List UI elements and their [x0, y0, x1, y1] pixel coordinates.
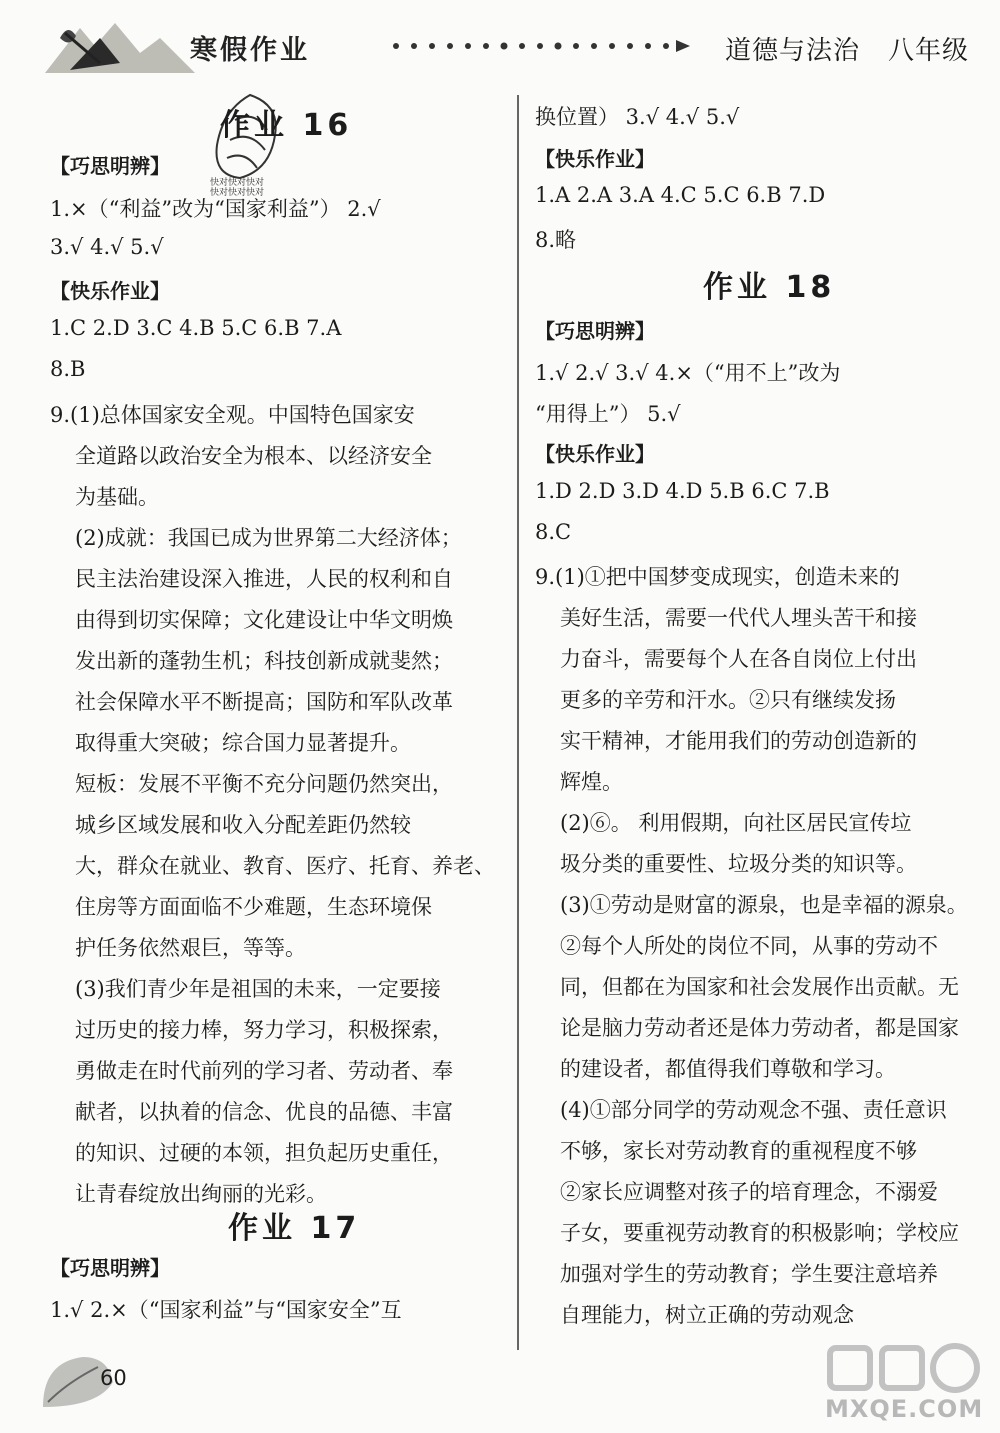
answer-paragraph-line: 让青春绽放出绚丽的光彩。: [75, 1182, 327, 1206]
answer-paragraph-line: 自理能力，树立正确的劳动观念: [560, 1303, 854, 1327]
assignment-16-title: 作业 16: [220, 108, 353, 143]
header-grade: 八年级: [888, 36, 970, 66]
answer-paragraph-line: 加强对学生的劳动教育；学生要注意培养: [560, 1262, 938, 1286]
answer-line: 8.略: [535, 228, 577, 252]
answer-paragraph-line: 全道路以政治安全为根本、以经济安全: [75, 444, 432, 468]
section-heading: 【巧思明辨】: [535, 319, 655, 343]
answer-line: 1.×（“利益”改为“国家利益”） 2.√: [50, 197, 381, 221]
page-number: 60: [100, 1366, 127, 1390]
answer-paragraph-line: 取得重大突破；综合国力显著提升。: [75, 731, 411, 755]
answer-paragraph-line: 短板：发展不平衡不充分问题仍然突出，: [75, 772, 453, 796]
mountain-logo-icon: [40, 8, 200, 78]
header-subject: 道德与法治: [725, 36, 861, 66]
section-heading: 【巧思明辨】: [50, 154, 170, 178]
answer-paragraph-line: 美好生活，需要一代代人埋头苦干和接: [560, 606, 917, 630]
section-heading: 【快乐作业】: [535, 442, 655, 466]
answer-paragraph-line: 社会保障水平不断提高；国防和军队改革: [75, 690, 453, 714]
answer-paragraph-line: 护任务依然艰巨，等等。: [75, 936, 306, 960]
answer-paragraph-line: 力奋斗，需要每个人在各自岗位上付出: [560, 647, 917, 671]
assignment-17-title: 作业 17: [228, 1211, 361, 1246]
answer-line: 8.C: [535, 520, 572, 544]
answer-paragraph-line: 9.(1)总体国家安全观。中国特色国家安: [50, 403, 415, 427]
answer-paragraph-line: 住房等方面面临不少难题，生态环境保: [75, 895, 432, 919]
answer-paragraph-line: 大，群众在就业、教育、医疗、托育、养老、: [75, 854, 495, 878]
answer-paragraph-line: 为基础。: [75, 485, 159, 509]
answer-paragraph-line: 同，但都在为国家和社会发展作出贡献。无: [560, 975, 959, 999]
answer-line: 换位置） 3.√ 4.√ 5.√: [535, 105, 740, 129]
answer-paragraph-line: (2)成就：我国已成为世界第二大经济体；: [75, 526, 462, 550]
answer-paragraph-line: 的知识、过硬的本领，担负起历史重任，: [75, 1141, 453, 1165]
stamp-text: 快对快对快对 快对快对快对: [210, 178, 265, 198]
page-header: [0, 0, 1000, 90]
answer-paragraph-line: 勇做走在时代前列的学习者、劳动者、奉: [75, 1059, 453, 1083]
answer-paragraph-line: 更多的辛劳和汗水。②只有继续发扬: [560, 688, 896, 712]
answer-paragraph-line: 由得到切实保障；文化建设让中华文明焕: [75, 608, 453, 632]
watermark-text: MXQE.COM: [825, 1395, 984, 1423]
answer-line: 1.D 2.D 3.D 4.D 5.B 6.C 7.B: [535, 479, 830, 503]
answer-line: “用得上”） 5.√: [535, 402, 681, 426]
answer-paragraph-line: 实干精神，才能用我们的劳动创造新的: [560, 729, 917, 753]
answer-paragraph-line: 圾分类的重要性、垃圾分类的知识等。: [560, 852, 917, 876]
section-heading: 【巧思明辨】: [50, 1256, 170, 1280]
answer-paragraph-line: 发出新的蓬勃生机；科技创新成就斐然；: [75, 649, 453, 673]
answer-line: 3.√ 4.√ 5.√: [50, 235, 164, 259]
answer-line: 1.C 2.D 3.C 4.B 5.C 6.B 7.A: [50, 316, 342, 340]
answer-line: 8.B: [50, 357, 86, 381]
answer-paragraph-line: (3)我们青少年是祖国的未来，一定要接: [75, 977, 441, 1001]
section-heading: 【快乐作业】: [50, 279, 170, 303]
answer-paragraph-line: ②家长应调整对孩子的培育理念，不溺爱: [560, 1180, 938, 1204]
answer-paragraph-line: 献者，以执着的信念、优良的品德、丰富: [75, 1100, 453, 1124]
assignment-18-title: 作业 18: [703, 270, 836, 305]
answer-paragraph-line: 过历史的接力棒，努力学习，积极探索，: [75, 1018, 453, 1042]
answer-paragraph-line: 民主法治建设深入推进，人民的权利和自: [75, 567, 453, 591]
answer-paragraph-line: (3)①劳动是财富的源泉，也是幸福的源泉。: [560, 893, 968, 917]
answer-paragraph-line: 子女，要重视劳动教育的积极影响；学校应: [560, 1221, 959, 1245]
answer-paragraph-line: 城乡区域发展和收入分配差距仍然较: [75, 813, 411, 837]
answer-line: 1.√ 2.√ 3.√ 4.×（“用不上”改为: [535, 361, 841, 385]
answer-paragraph-line: 辉煌。: [560, 770, 623, 794]
answer-paragraph-line: 9.(1)①把中国梦变成现实，创造未来的: [535, 565, 900, 589]
answer-line: 1.A 2.A 3.A 4.C 5.C 6.B 7.D: [535, 183, 826, 207]
header-title: 寒假作业: [190, 35, 310, 66]
answer-line: 1.√ 2.×（“国家利益”与“国家安全”互: [50, 1298, 402, 1322]
answer-paragraph-line: (2)⑥。 利用假期，向社区居民宣传垃: [560, 811, 912, 835]
answer-paragraph-line: (4)①部分同学的劳动观念不强、责任意识: [560, 1098, 947, 1122]
section-heading: 【快乐作业】: [535, 147, 655, 171]
answer-paragraph-line: 的建设者，都值得我们尊敬和学习。: [560, 1057, 896, 1081]
answer-paragraph-line: 论是脑力劳动者还是体力劳动者，都是国家: [560, 1016, 959, 1040]
answer-paragraph-line: ②每个人所处的岗位不同，从事的劳动不: [560, 934, 938, 958]
dotted-arrow-divider: [390, 40, 690, 52]
answer-paragraph-line: 不够，家长对劳动教育的重视程度不够: [560, 1139, 917, 1163]
column-divider: [517, 95, 519, 1350]
